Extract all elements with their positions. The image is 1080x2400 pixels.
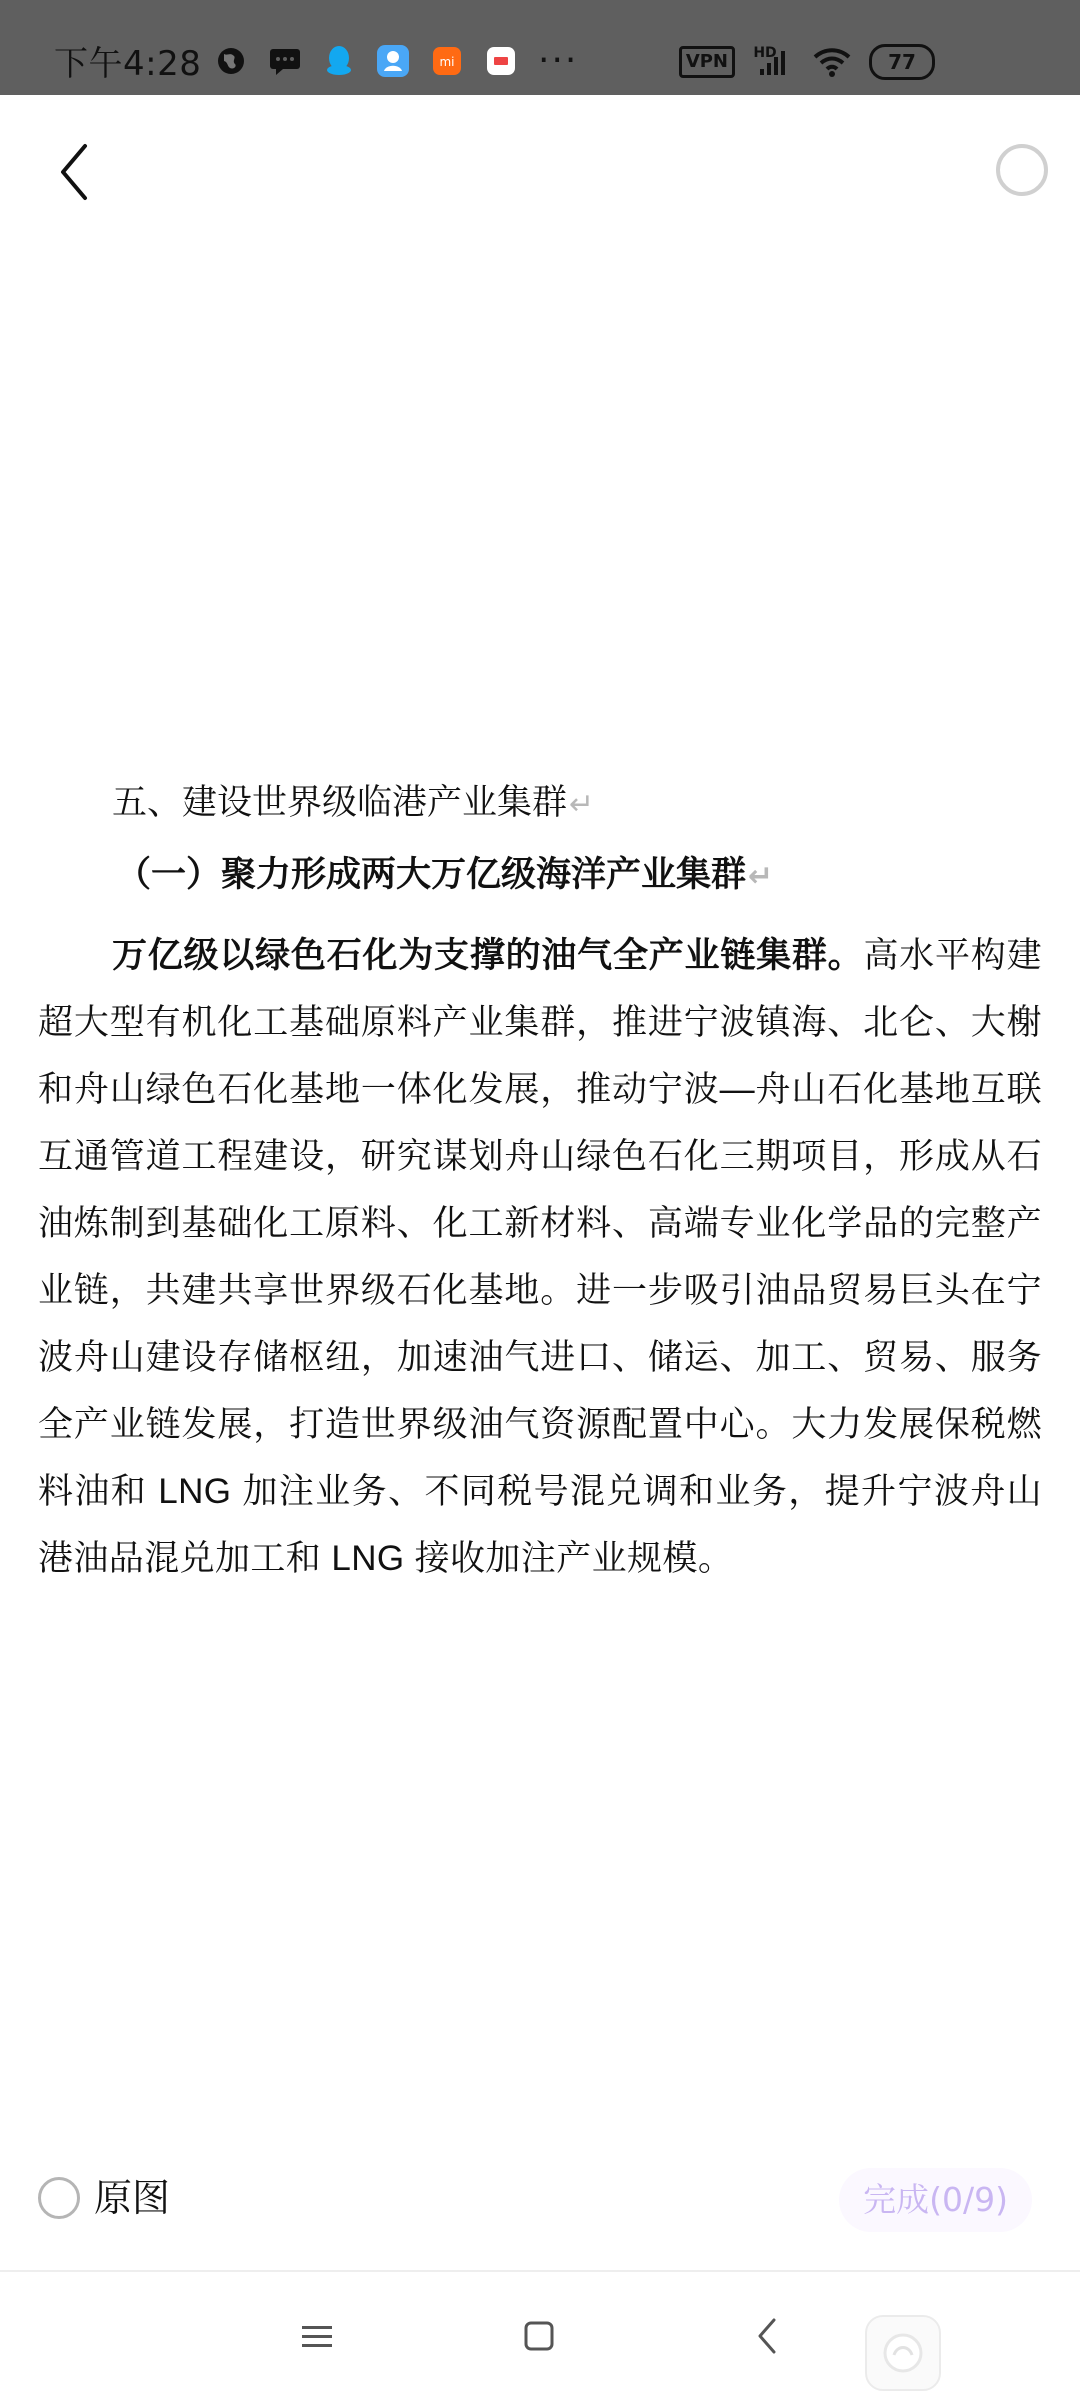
original-image-label: 原图 bbox=[94, 2176, 171, 2220]
status-time: 下午4:28 bbox=[54, 44, 202, 84]
body-paragraph bbox=[38, 922, 1042, 1592]
qq-icon bbox=[322, 44, 356, 78]
message-icon bbox=[268, 44, 302, 78]
paragraph-lead: 万亿级以绿色石化为支撑的油气全产业链集群。 bbox=[112, 936, 864, 975]
chevron-left-icon bbox=[55, 142, 95, 202]
contact-app-icon bbox=[376, 44, 410, 78]
network-hd-label: HD bbox=[753, 45, 777, 61]
globe-icon bbox=[214, 44, 248, 78]
paragraph-body: 高水平构建超大型有机化工基础原料产业集群，推进宁波镇海、北仑、大榭和舟山绿色石化基地一体化发展，推动宁波—舟山石化基地互联互通管道工程建设，研究谋划舟山绿色石化三期项目，形成从石油炼制到基础化工原料、化工新材料、高端专业化学品的完整产业链，共建共享世界级石化基地。进一步吸引油品贸易巨头在宁波舟山建设存储枢纽，加速油气进口、储运、加工、贸易、服务全产业链发展，打造世界级油气资源配置中心。大力发展保税燃料油和 LNG 加注业务、不同税号混兑调和业务，提升宁波舟山港油品混兑加工和 LNG 接收加注产业规模。 bbox=[38, 936, 1042, 1578]
nav-menu-button[interactable] bbox=[281, 2300, 353, 2372]
bottom-toolbar bbox=[0, 2156, 1080, 2246]
battery-indicator: 77 bbox=[869, 44, 935, 80]
floating-app-badge[interactable] bbox=[865, 2315, 941, 2391]
status-right-icons bbox=[679, 44, 935, 80]
back-icon bbox=[752, 2316, 782, 2356]
mi-app-icon bbox=[430, 44, 464, 78]
news-app-icon bbox=[484, 44, 518, 78]
signal-icon bbox=[751, 45, 795, 79]
status-left-icons bbox=[214, 40, 579, 81]
section-heading-text: 五、建设世界级临港产业集群 bbox=[112, 783, 568, 822]
top-app-bar bbox=[0, 95, 1080, 242]
floating-app-icon bbox=[881, 2331, 925, 2375]
original-image-toggle[interactable] bbox=[38, 2176, 170, 2220]
section-heading bbox=[112, 782, 594, 826]
done-button[interactable]: 完成(0/9) bbox=[839, 2168, 1032, 2232]
status-bar bbox=[0, 0, 1080, 95]
subsection-heading-text: （一）聚力形成两大万亿级海洋产业集群 bbox=[116, 855, 747, 894]
radio-circle-icon[interactable] bbox=[38, 2177, 80, 2219]
more-notifications-icon: ··· bbox=[538, 40, 579, 81]
square-home-icon bbox=[522, 2319, 556, 2353]
nav-back-button[interactable] bbox=[731, 2300, 803, 2372]
svg-text:mi: mi bbox=[439, 55, 455, 69]
paragraph-mark-icon: ↵ bbox=[569, 788, 595, 821]
paragraph-mark-icon: ↵ bbox=[748, 860, 774, 893]
nav-home-button[interactable] bbox=[503, 2300, 575, 2372]
select-circle-icon[interactable] bbox=[996, 144, 1048, 196]
back-button[interactable] bbox=[40, 137, 110, 207]
wifi-icon bbox=[811, 45, 853, 79]
subsection-heading bbox=[116, 854, 773, 898]
menu-icon bbox=[300, 2321, 334, 2351]
vpn-badge: VPN bbox=[679, 46, 735, 78]
